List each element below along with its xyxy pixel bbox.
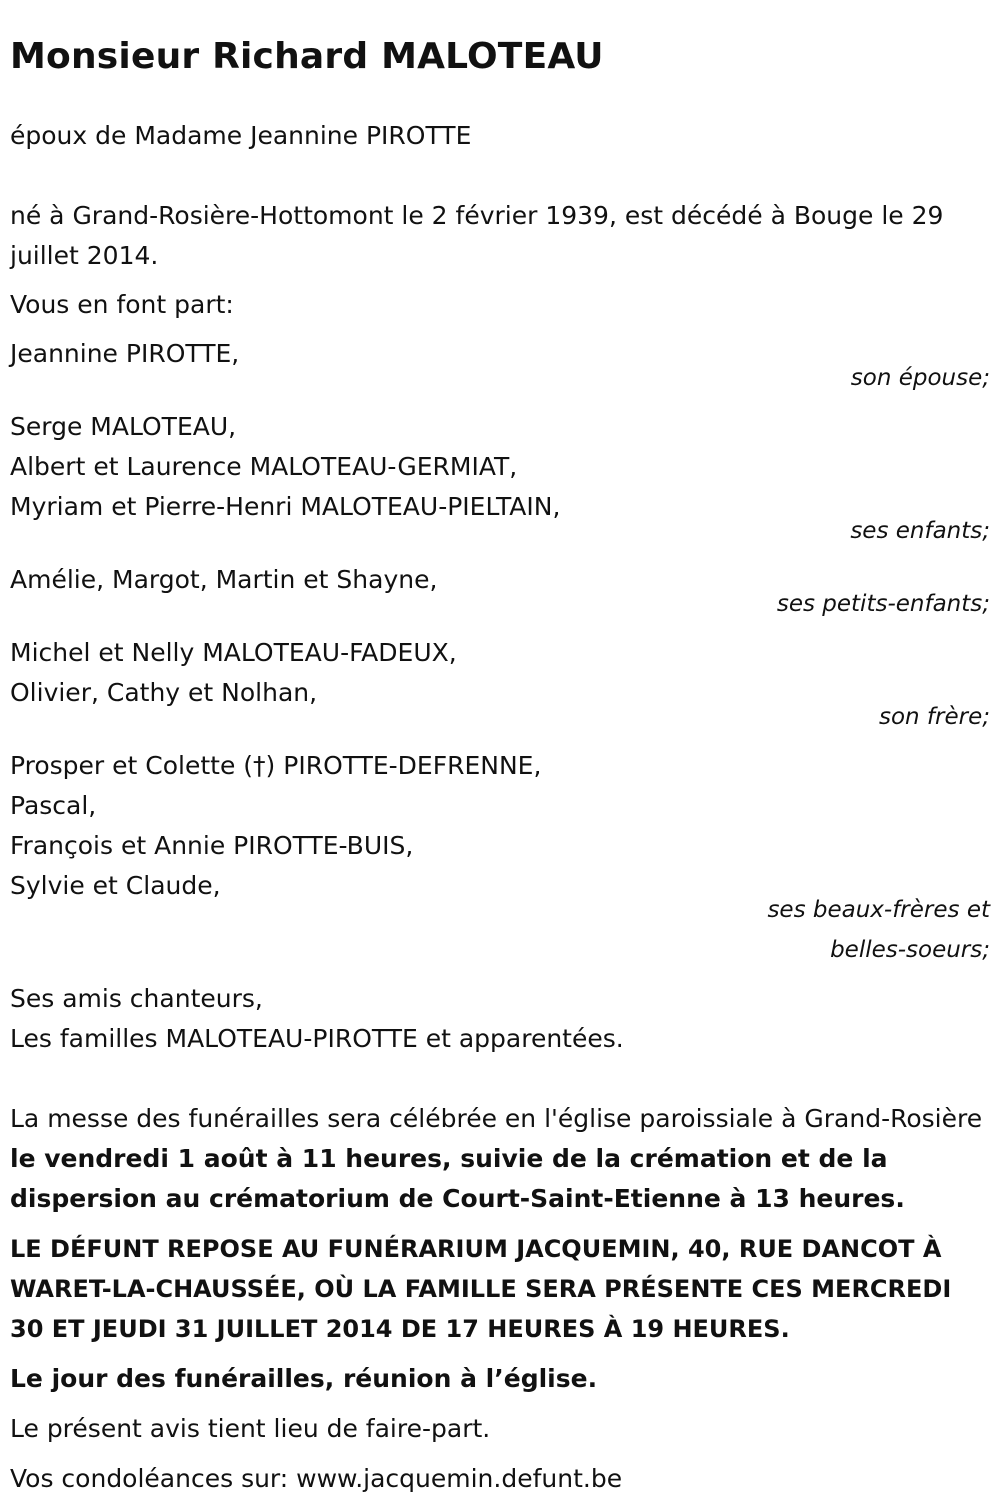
ceremony-bold-text: le vendredi 1 août à 11 heures, suivie de la crémation et de la dispersion au crématorium de Court-Saint-Etienne à 13 heures. [10,1144,905,1213]
faire-part-line: Le présent avis tient lieu de faire-part. [10,1414,491,1443]
mourner-line: Ses amis chanteurs, [10,984,263,1013]
condolences-line: Vos condoléances sur: www.jacquemin.defunt.be [10,1464,623,1493]
other-mourners [10,979,990,1059]
birth-death-line: né à Grand-Rosière-Hottomont le 2 février 1939, est décédé à Bouge le 29 juillet 2014. [10,201,944,270]
family-group-children [10,407,990,551]
relation-label: ses beaux-frères et [767,897,990,923]
family-name-line: Olivier, Cathy et Nolhan, [10,678,318,707]
repose-paragraph: LE DÉFUNT REPOSE AU FUNÉRARIUM JACQUEMIN, 40, RUE DANCOT À WARET-LA-CHAUSSÉE, OÙ LA FAMILLE SERA PRÉSENTE CES MERCREDI 30 ET JEUDI 31 JUILLET 2014 DE 17 HEURES À 19 HEURES. [10,1235,952,1343]
family-name-line: Albert et Laurence MALOTEAU-GERMIAT, [10,452,518,481]
ceremony-paragraph [10,1099,990,1219]
family-group-spouse [10,334,990,398]
intro-line: Vous en font part: [10,290,234,319]
family-name-line: Amélie, Margot, Martin et Shayne, [10,565,438,594]
family-name-line: Jeannine PIROTTE, [10,339,240,368]
relation-label: son frère; [878,704,990,730]
family-name-line: François et Annie PIROTTE-BUIS, [10,831,414,860]
ceremony-plain-text: La messe des funérailles sera célébrée en l'église paroissiale à Grand-Rosière [10,1104,983,1133]
relation-label: son épouse; [850,365,990,391]
family-group-brother [10,633,990,737]
family-name-line: Prosper et Colette (†) PIROTTE-DEFRENNE, [10,751,542,780]
family-name-line: Myriam et Pierre-Henri MALOTEAU-PIELTAIN, [10,492,561,521]
relation-label: belles-soeurs; [830,937,990,963]
deceased-name: Monsieur Richard MALOTEAU [10,36,604,77]
family-name-line: Serge MALOTEAU, [10,412,237,441]
family-group-grandchildren [10,560,990,624]
family-name-line: Sylvie et Claude, [10,871,221,900]
reunion-line: Le jour des funérailles, réunion à l’église. [10,1364,598,1393]
mourner-line: Les familles MALOTEAU-PIROTTE et apparentées. [10,1024,624,1053]
family-name-line: Michel et Nelly MALOTEAU-FADEUX, [10,638,457,667]
family-name-line: Pascal, [10,791,97,820]
relation-label: ses enfants; [850,518,990,544]
spouse-line: époux de Madame Jeannine PIROTTE [10,121,472,150]
family-group-in-laws [10,746,990,970]
relation-label: ses petits-enfants; [776,591,990,617]
